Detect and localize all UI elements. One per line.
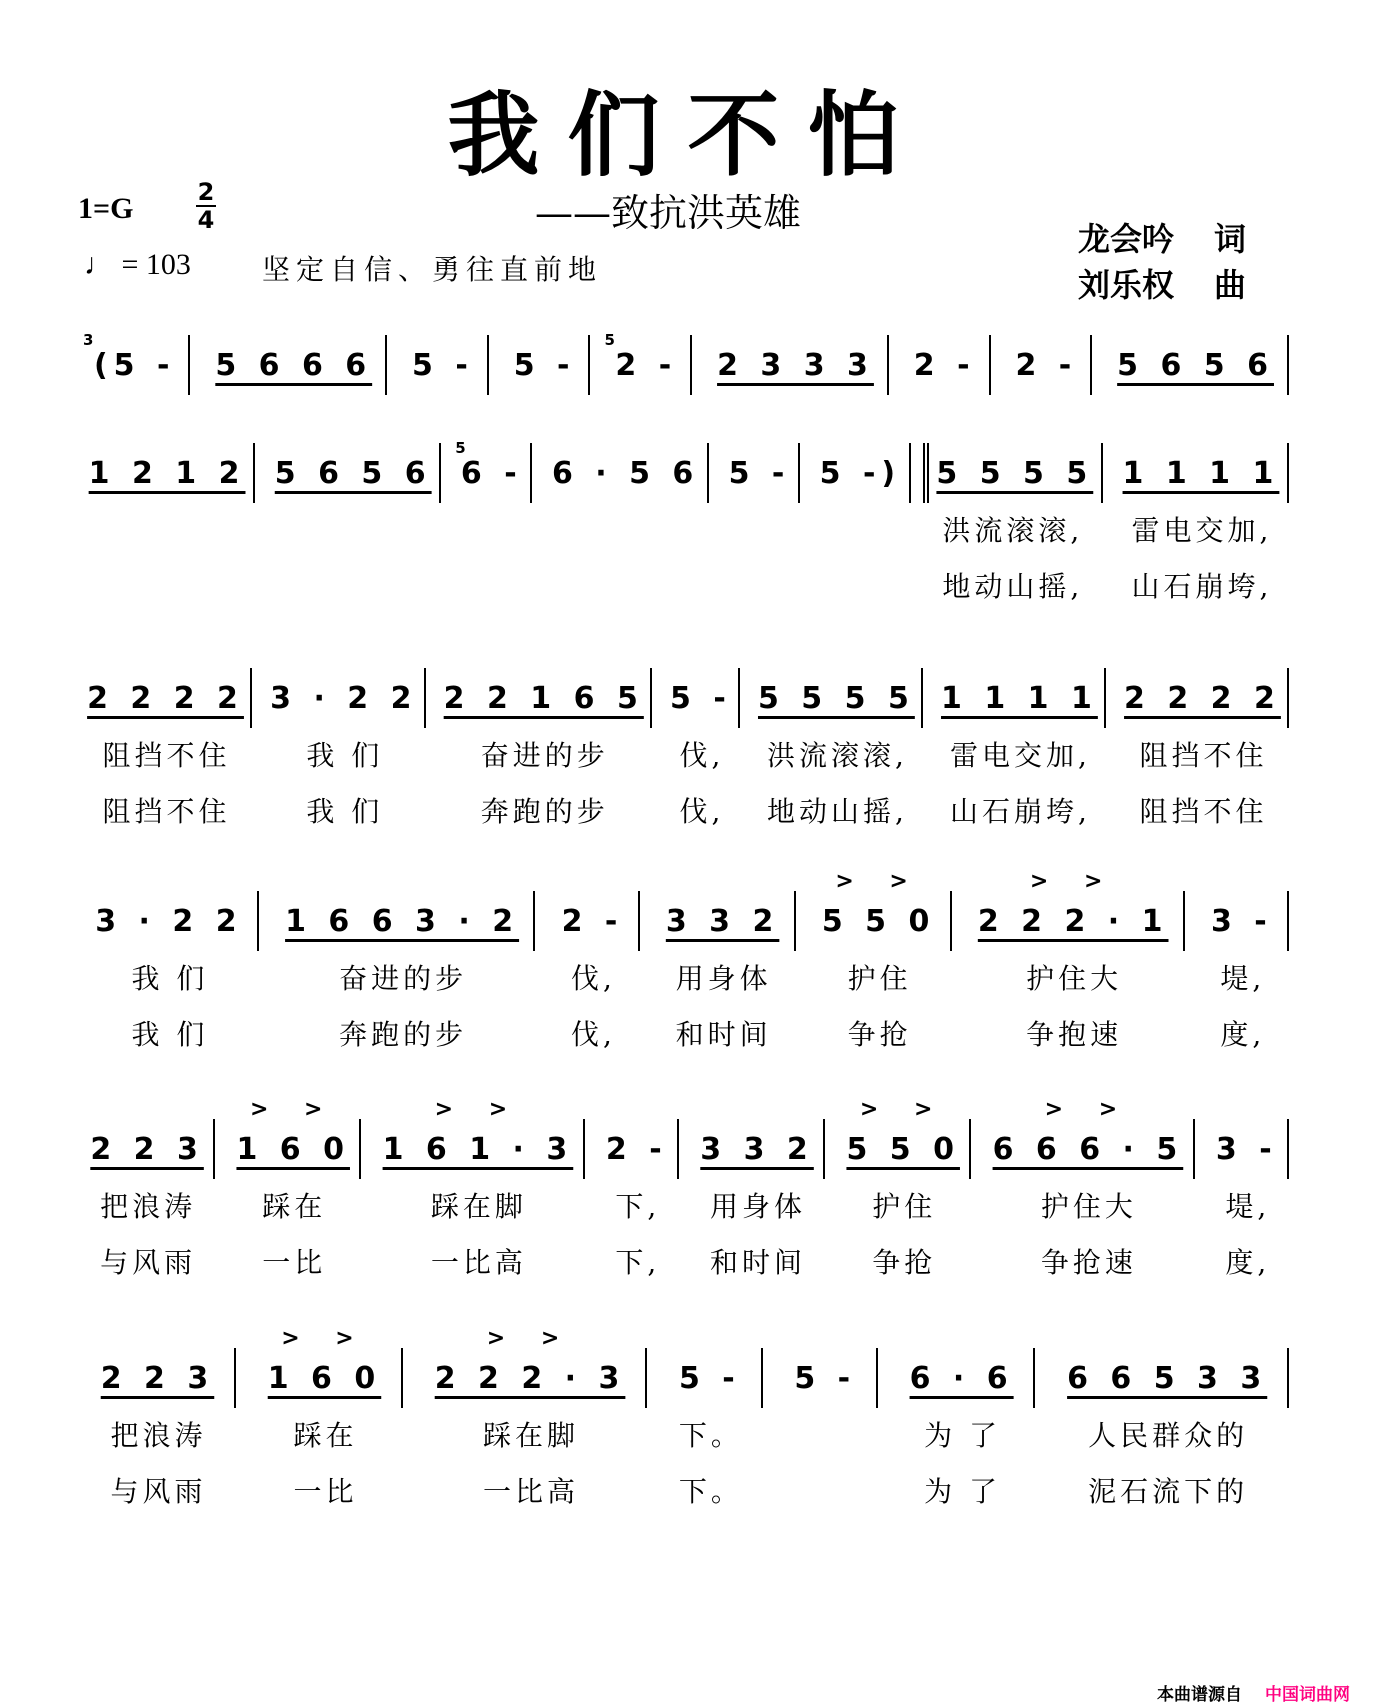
lyric-verse-1: 护住 [847, 962, 912, 995]
lyric-verse-1: 人民群众的 [1088, 1419, 1249, 1452]
staff-row [75, 1097, 1295, 1291]
measure [1112, 668, 1295, 840]
lyric-verse-1: 下。 [678, 1419, 743, 1452]
measure-notes [664, 668, 740, 728]
lyric-verse-1: 踩在脚 [430, 1190, 527, 1223]
note-text: 5 -) [819, 455, 902, 491]
measure-notes [1047, 1348, 1289, 1408]
measure [958, 869, 1191, 1063]
staff-row [75, 439, 1295, 615]
measure-notes [399, 335, 489, 395]
accent-marks: > > [434, 1097, 522, 1122]
measure [495, 335, 597, 395]
note-text: 5 - [513, 347, 576, 383]
lyric-verse-1: 奋进的步 [480, 739, 609, 772]
note-text: 2 2 2 · 3 [434, 1360, 626, 1396]
watermark-site: 中国词曲网 [1265, 1685, 1350, 1705]
time-signature [196, 180, 216, 232]
song-title: 我们不怕 [447, 81, 928, 189]
grace-note: 3 [83, 331, 100, 349]
lyric-verse-1: 踩在 [293, 1419, 358, 1452]
lyric-verse-1: 阻挡不住 [102, 739, 231, 772]
measure-notes [544, 443, 709, 503]
measure [261, 443, 447, 615]
measure [265, 891, 541, 1063]
lyric-verse-1: 洪流滚滚, [942, 514, 1084, 547]
measure [1098, 335, 1295, 395]
lyric-verse-1: 雷电交加, [949, 739, 1091, 772]
expression-marking: 坚定自信、勇往直前地 [262, 253, 603, 286]
measure-notes [81, 1348, 236, 1408]
lyric-verse-1: 踩在 [262, 1190, 327, 1223]
measure-notes [81, 668, 252, 728]
measure [715, 443, 806, 615]
measure [802, 869, 958, 1063]
note-text: 5 - [794, 1360, 857, 1396]
note-text: 5 5 0 [821, 903, 936, 939]
lyric-verse-1: 护住 [872, 1190, 937, 1223]
note-text: 3 · 2 2 [270, 680, 418, 716]
note-text: 3 3 2 [700, 1131, 814, 1167]
note-text: 2 2 3 [90, 1131, 204, 1167]
lyric-verse-2: 地动山摇, [942, 570, 1084, 603]
measure-notes [691, 1119, 825, 1179]
grace-note: 5 [604, 331, 621, 349]
lyric-verse-2: 泥石流下的 [1088, 1475, 1249, 1508]
staff-row [75, 668, 1295, 840]
measure-notes [81, 891, 259, 951]
note-text: 1 6 6 3 · 2 [285, 903, 520, 939]
measure-notes [812, 443, 911, 503]
accent-marks: > > [249, 1097, 337, 1122]
lyric-verse-2: 下, [615, 1246, 661, 1279]
measure-notes [837, 1097, 971, 1179]
measure [591, 1119, 685, 1291]
lyric-verse-2: 奔跑的步 [339, 1018, 468, 1051]
key-signature: 1=G [78, 192, 134, 225]
lyric-verse-2: 我 们 [306, 795, 384, 828]
measure-notes [602, 331, 692, 395]
measure-notes [752, 668, 923, 728]
note-text: 2 2 2 2 [1124, 680, 1281, 716]
accent-marks: > > [859, 1097, 947, 1122]
measure-notes [1118, 668, 1289, 728]
note-text: 6 - [460, 455, 523, 491]
lyric-verse-1: 护住大 [1040, 1190, 1137, 1223]
measure-notes [597, 1119, 679, 1179]
accent-marks: > > [1029, 869, 1117, 894]
measure [409, 1326, 653, 1520]
lyric-verse-2: 度, [1220, 1018, 1266, 1051]
lyric-verse-2: 和时间 [675, 1018, 772, 1051]
note-text: 5 5 5 5 [757, 680, 915, 716]
lyric-verse-2: 一比高 [483, 1475, 580, 1508]
measure [242, 1326, 409, 1520]
measure [221, 1097, 367, 1291]
lyric-verse-2: 山石崩垮, [949, 795, 1091, 828]
measure [75, 1119, 221, 1291]
lyric-verse-1: 阻挡不住 [1139, 739, 1268, 772]
measure-notes [890, 1348, 1036, 1408]
lyric-verse-1: 下, [615, 1190, 661, 1223]
note-text: 2 3 3 3 [717, 347, 874, 383]
lyric-verse-1: 用身体 [675, 962, 772, 995]
measure [258, 668, 432, 840]
lyric-verse-2: 阻挡不住 [102, 795, 231, 828]
note-text: 2 - [605, 1131, 668, 1167]
note-text: 5 - [412, 347, 474, 383]
lyric-verse-1: 护住大 [1026, 962, 1123, 995]
measure [746, 668, 929, 840]
measure [75, 1348, 242, 1520]
lyric-verse-2: 争抱速 [1026, 1018, 1123, 1051]
lyric-verse-1: 把浪涛 [100, 1190, 197, 1223]
note-text: 5 - [670, 680, 732, 716]
measure [367, 1097, 590, 1291]
measure-notes [438, 668, 652, 728]
measure [393, 335, 495, 395]
measure [831, 1097, 977, 1291]
watermark-source: 本曲谱源自 [1157, 1685, 1242, 1705]
lyric-verse-2: 伐, [571, 1018, 616, 1051]
measure [646, 891, 802, 1063]
measure [541, 891, 645, 1063]
note-text: 1 2 1 2 [88, 455, 246, 491]
note-text: 2 - [913, 347, 976, 383]
accent-marks: > > [486, 1326, 574, 1351]
note-text: 2 - [615, 347, 678, 383]
note-text: 5 5 5 5 [936, 455, 1094, 491]
note-text: 5 6 5 6 [274, 455, 432, 491]
accent-marks: > > [835, 869, 922, 894]
measure [432, 668, 658, 840]
note-text: 5 5 0 [846, 1131, 960, 1167]
measure [698, 335, 895, 395]
note-text: 6 6 6 · 5 [992, 1131, 1184, 1167]
measure-notes [81, 331, 190, 395]
note-text: 2 2 2 · 1 [977, 903, 1169, 939]
accent-marks: > > [281, 1326, 368, 1351]
lyric-verse-2: 伐, [679, 795, 725, 828]
lyric-verse-2: 与风雨 [100, 1246, 197, 1279]
lyric-verse-2: 奔跑的步 [480, 795, 609, 828]
note-text: 5 - [728, 455, 791, 491]
measure-notes [227, 1097, 361, 1179]
lyric-verse-2: 为 了 [924, 1475, 1002, 1508]
lyric-verse-1: 奋进的步 [339, 962, 468, 995]
measure [538, 443, 715, 615]
accent-marks: > > [1044, 1097, 1132, 1122]
lyric-verse-2: 一比 [262, 1246, 327, 1279]
measure-notes [721, 443, 800, 503]
measure [653, 1348, 768, 1520]
staff-row [75, 869, 1295, 1063]
measure [75, 443, 261, 615]
lyricist-name: 龙会吟 [1078, 220, 1175, 258]
lyric-verse-2: 度, [1225, 1246, 1271, 1279]
tempo-marking: ♩ = 103 [84, 248, 191, 281]
note-text: 1 6 1 · 3 [382, 1131, 574, 1167]
measure-notes [547, 891, 639, 951]
lyric-verse-2: 阻挡不住 [1139, 795, 1268, 828]
note-text: 1 6 0 [236, 1131, 350, 1167]
measure-notes [901, 335, 991, 395]
measure-notes [808, 869, 952, 951]
lyric-verse-2: 和时间 [710, 1246, 807, 1279]
note-text: 1 6 0 [267, 1360, 382, 1396]
measure-notes [1104, 335, 1289, 395]
measure-notes [373, 1097, 584, 1179]
lyric-verse-2: 地动山摇, [766, 795, 908, 828]
note-text: 3 · 2 2 [95, 903, 243, 939]
lyric-verse-2: 一比高 [430, 1246, 527, 1279]
measure-notes [1197, 891, 1289, 951]
measure [917, 443, 1109, 615]
measure [895, 335, 997, 395]
measure [596, 331, 698, 395]
lyric-verse-2: 下。 [678, 1475, 743, 1508]
measure-notes [81, 443, 255, 503]
measure [75, 891, 265, 1063]
time-signature-top: 2 [197, 178, 215, 206]
grace-note: 5 [455, 439, 472, 457]
measure-notes [964, 869, 1185, 951]
measure-notes [1003, 335, 1093, 395]
lyric-verse-1: 把浪涛 [110, 1419, 207, 1452]
measure-notes [264, 668, 426, 728]
note-text: 5 - [678, 1360, 741, 1396]
lyric-verse-2: 与风雨 [110, 1475, 207, 1508]
lyric-verse-2: 我 们 [131, 1018, 209, 1051]
lyric-verse-1: 用身体 [710, 1190, 807, 1223]
measure-notes [501, 335, 591, 395]
lyric-verse-2: 争抢速 [1040, 1246, 1137, 1279]
note-text: 3 3 2 [665, 903, 780, 939]
measure-notes [415, 1326, 647, 1408]
note-text: 2 2 3 [100, 1360, 215, 1396]
measure [929, 668, 1112, 840]
measure [1191, 891, 1295, 1063]
measure [1041, 1348, 1295, 1520]
lyric-verse-1: 堤, [1220, 962, 1266, 995]
measure [658, 668, 746, 840]
measure-notes [81, 1119, 215, 1179]
lyric-verse-1: 雷电交加, [1131, 514, 1273, 547]
composer-role: 曲 [1214, 266, 1247, 304]
measure [769, 1348, 884, 1520]
song-subtitle: ——致抗洪英雄 [535, 191, 802, 235]
lyric-verse-1: 我 们 [131, 962, 209, 995]
lyric-verse-2: 山石崩垮, [1131, 570, 1273, 603]
measure-notes [1207, 1119, 1289, 1179]
measure [447, 439, 538, 615]
note-text: 2 - [561, 903, 624, 939]
note-text: 6 6 5 3 3 [1067, 1360, 1268, 1396]
note-text: 2 2 2 2 [87, 680, 244, 716]
composer-credit [1078, 260, 1246, 306]
measure-notes [271, 891, 535, 951]
measure [806, 443, 917, 615]
note-text: 5 6 5 6 [1117, 347, 1274, 383]
measure-notes [923, 443, 1103, 503]
measure [1201, 1119, 1295, 1291]
lyric-verse-2: 一比 [293, 1475, 358, 1508]
note-text: 6 · 5 6 [551, 455, 700, 491]
measure [685, 1119, 831, 1291]
note-text: (5 - [93, 347, 176, 383]
measure [75, 331, 196, 395]
measure [884, 1348, 1042, 1520]
lyricist-role: 词 [1214, 220, 1247, 258]
lyric-verse-2: 争抢 [872, 1246, 937, 1279]
note-text: 6 · 6 [909, 1360, 1014, 1396]
composer-name: 刘乐权 [1078, 266, 1175, 304]
measure-notes [267, 443, 441, 503]
lyric-verse-1: 为 了 [924, 1419, 1002, 1452]
lyric-verse-1: 洪流滚滚, [766, 739, 908, 772]
lyric-verse-1: 踩在脚 [483, 1419, 580, 1452]
lyric-verse-1: 伐, [679, 739, 725, 772]
note-text: 1 1 1 1 [941, 680, 1098, 716]
measure [1109, 443, 1295, 615]
note-text: 1 1 1 1 [1122, 455, 1280, 491]
time-signature-bottom: 4 [197, 206, 215, 234]
lyric-verse-1: 堤, [1225, 1190, 1271, 1223]
measure-notes [202, 335, 387, 395]
lyricist-credit [1078, 214, 1246, 260]
measure-notes [659, 1348, 762, 1408]
measure [997, 335, 1099, 395]
measure-notes [453, 439, 532, 503]
measure-notes [983, 1097, 1194, 1179]
lyric-verse-2: 争抢 [847, 1018, 912, 1051]
staff-row [75, 1326, 1295, 1520]
note-text: 3 - [1210, 903, 1273, 939]
note-text: 3 - [1215, 1131, 1278, 1167]
measure-notes [652, 891, 796, 951]
lyric-verse-1: 伐, [571, 962, 616, 995]
measure-notes [248, 1326, 403, 1408]
staff-row [75, 331, 1295, 395]
lyric-verse-1: 我 们 [306, 739, 384, 772]
note-text: 2 2 1 6 5 [443, 680, 644, 716]
measure [196, 335, 393, 395]
measure [75, 668, 258, 840]
measure-notes [704, 335, 889, 395]
measure-notes [935, 668, 1106, 728]
measure-notes [1115, 443, 1289, 503]
measure [977, 1097, 1200, 1291]
note-text: 2 - [1015, 347, 1078, 383]
measure-notes [775, 1348, 878, 1408]
note-text: 5 6 6 6 [215, 347, 373, 383]
